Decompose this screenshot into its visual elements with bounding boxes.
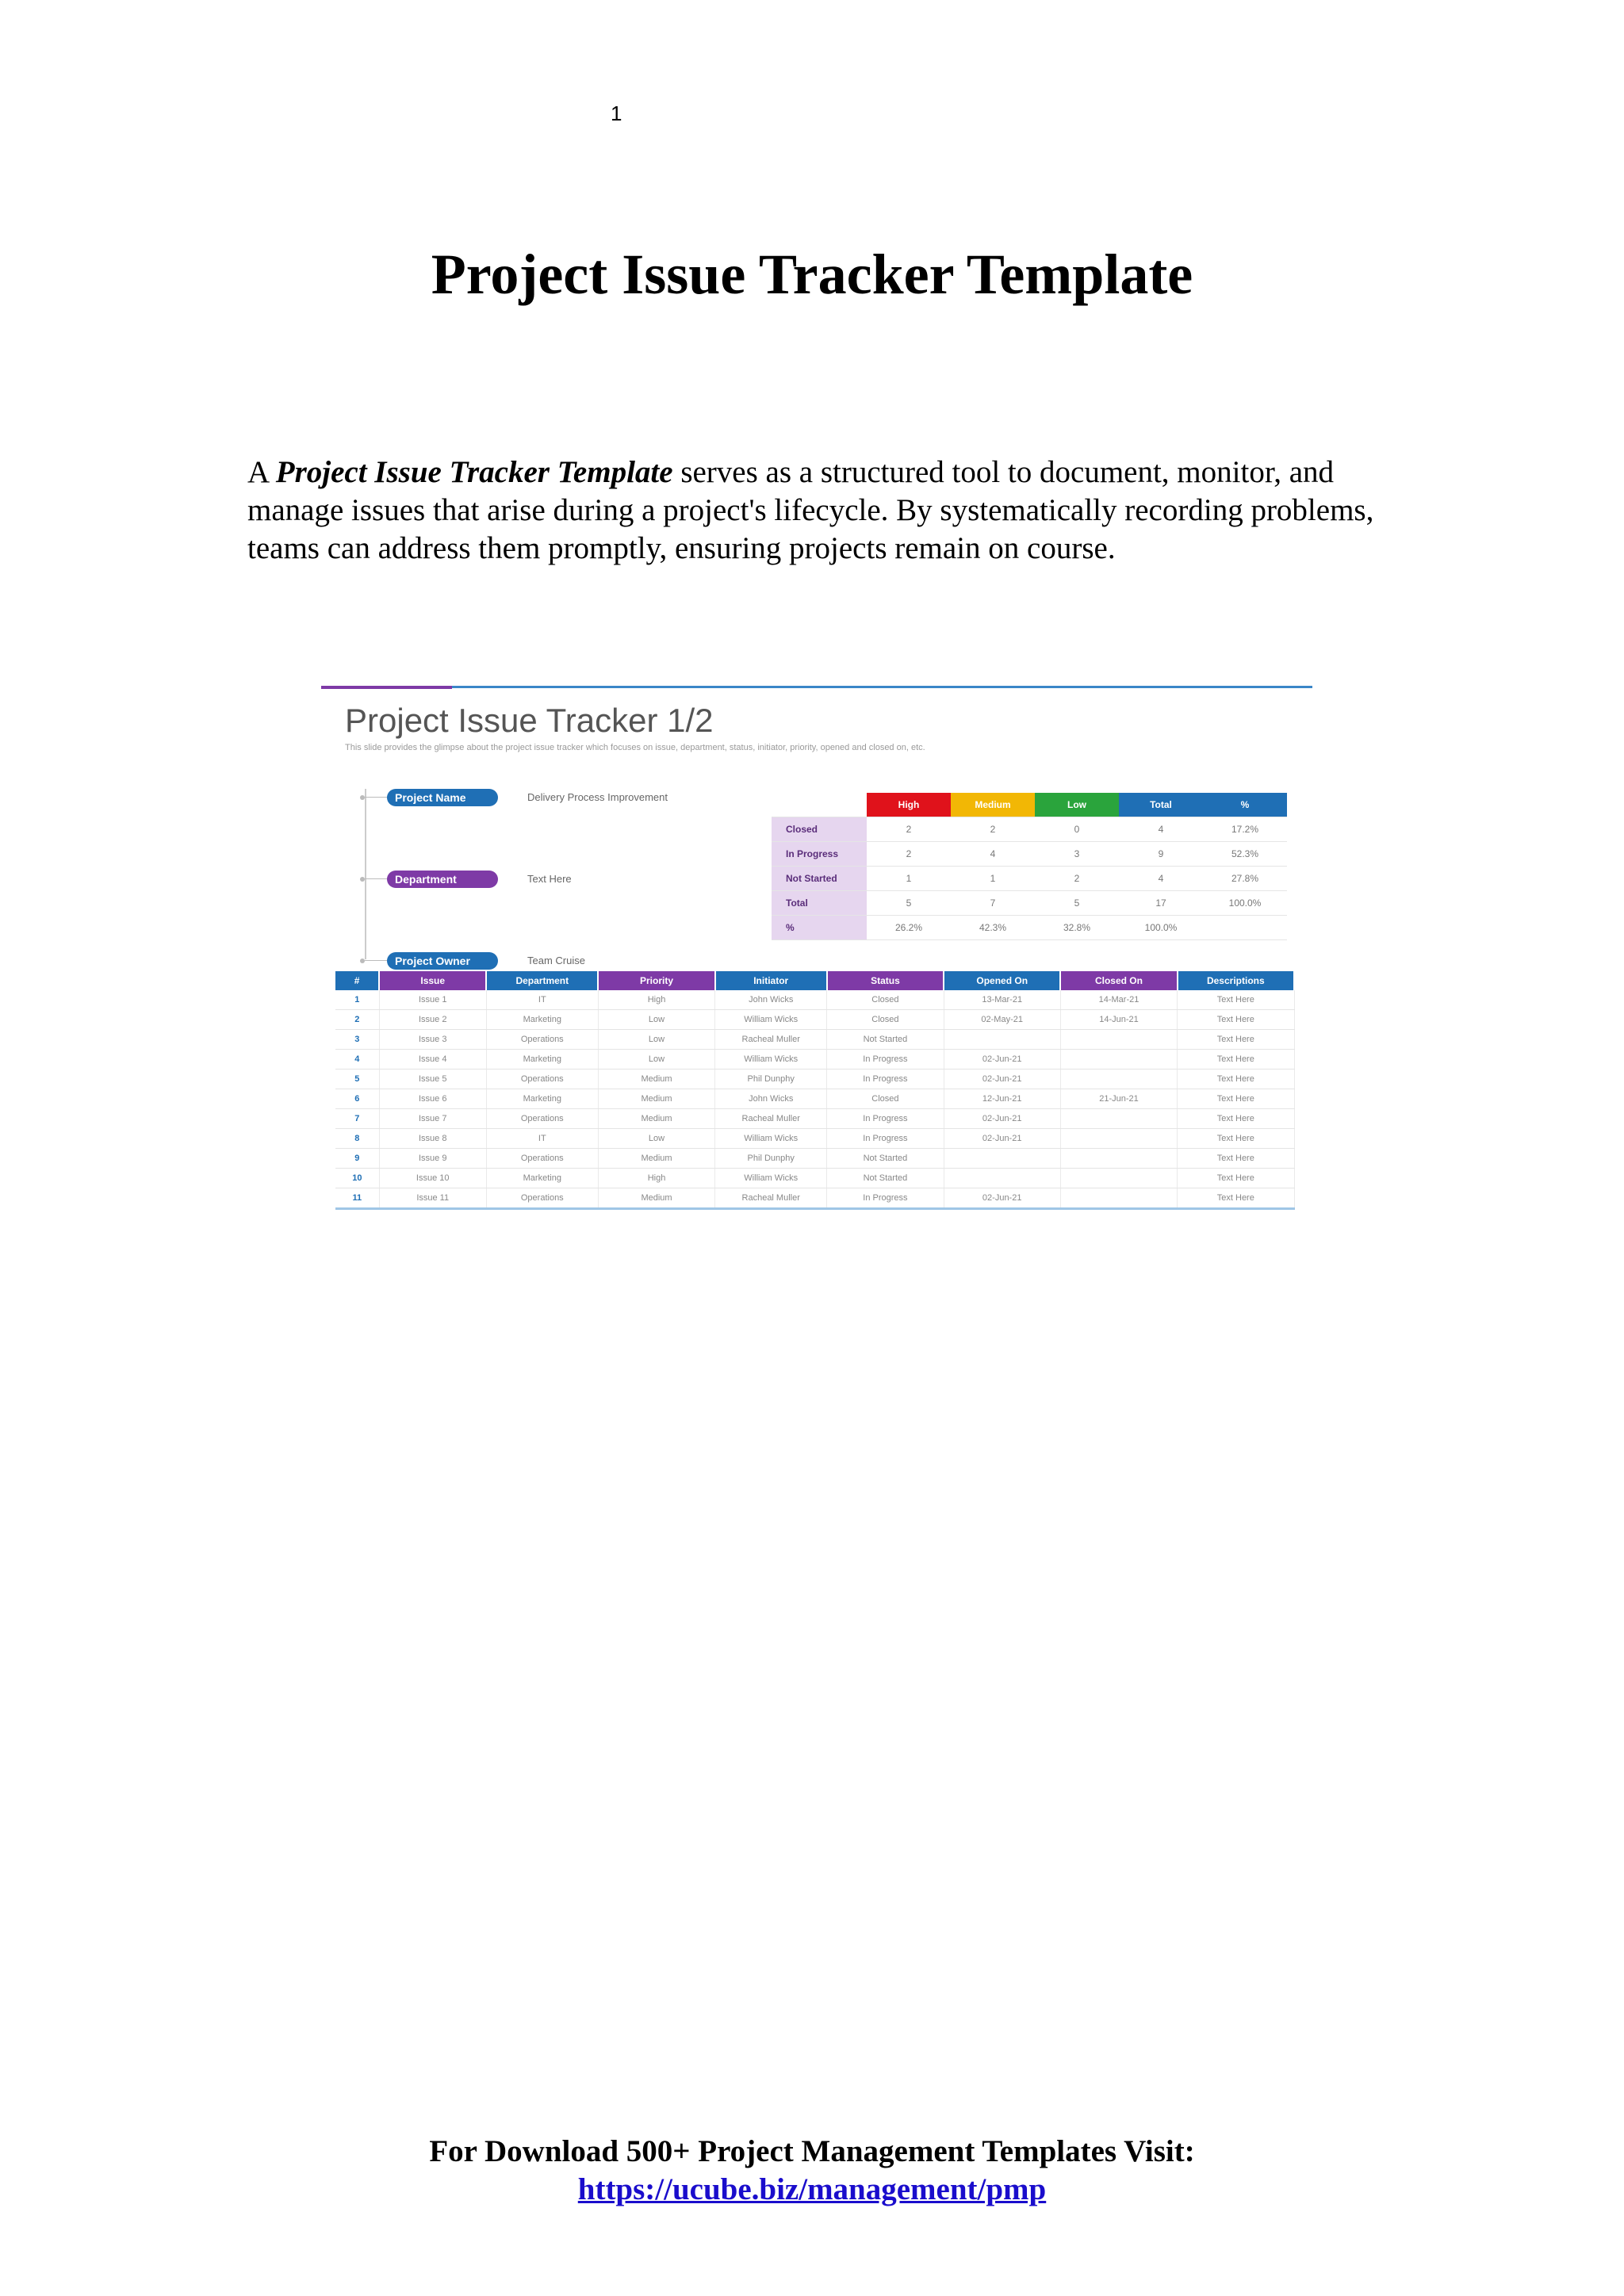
- meta-label-pill: Project Owner: [387, 952, 498, 970]
- issues-cell: Issue 1: [379, 990, 486, 1010]
- issues-cell: Medium: [598, 1089, 714, 1109]
- table-row: [335, 1188, 1294, 1209]
- issues-cell: Text Here: [1178, 1129, 1294, 1149]
- meta-dot: [360, 959, 365, 963]
- issues-header-cell: Closed On: [1060, 971, 1177, 990]
- issues-cell: Marketing: [486, 1089, 598, 1109]
- issues-cell: Marketing: [486, 1169, 598, 1188]
- footer-link[interactable]: https://ucube.biz/management/pmp: [577, 2172, 1047, 2206]
- issues-cell: Low: [598, 1010, 714, 1030]
- issues-table: [335, 971, 1295, 1210]
- issues-cell: William Wicks: [715, 1010, 827, 1030]
- meta-label-pill: Project Name: [387, 789, 498, 806]
- issues-cell: 3: [335, 1030, 379, 1050]
- issues-cell: 02-Jun-21: [944, 1050, 1060, 1070]
- issues-cell: Racheal Muller: [715, 1109, 827, 1129]
- summary-cell: 17: [1119, 891, 1203, 916]
- summary-row: [772, 867, 1287, 891]
- summary-cell: 9: [1119, 842, 1203, 867]
- issues-cell: In Progress: [827, 1050, 944, 1070]
- issues-cell: [1060, 1169, 1177, 1188]
- issues-header-cell: Department: [486, 971, 598, 990]
- table-row: [335, 1010, 1294, 1030]
- summary-cell: [1203, 916, 1287, 940]
- issues-cell: Operations: [486, 1149, 598, 1169]
- issues-cell: In Progress: [827, 1070, 944, 1089]
- issues-cell: Text Here: [1178, 1109, 1294, 1129]
- summary-header-cell: Total: [1119, 793, 1203, 817]
- issues-cell: Low: [598, 1129, 714, 1149]
- summary-row: [772, 842, 1287, 867]
- summary-cell: 5: [1035, 891, 1119, 916]
- issues-cell: William Wicks: [715, 1129, 827, 1149]
- summary-row: [772, 817, 1287, 842]
- issues-cell: 10: [335, 1169, 379, 1188]
- issues-cell: Racheal Muller: [715, 1030, 827, 1050]
- summary-cell: 100.0%: [1203, 891, 1287, 916]
- issues-cell: 6: [335, 1089, 379, 1109]
- meta-value: Text Here: [527, 873, 572, 885]
- issues-cell: Closed: [827, 1010, 944, 1030]
- slide-top-rule: [321, 686, 1312, 688]
- meta-label-pill: Department: [387, 871, 498, 888]
- issues-cell: In Progress: [827, 1109, 944, 1129]
- issues-cell: 2: [335, 1010, 379, 1030]
- summary-cell: 52.3%: [1203, 842, 1287, 867]
- footer: [0, 2133, 1624, 2209]
- issues-cell: Phil Dunphy: [715, 1070, 827, 1089]
- issues-cell: [944, 1030, 1060, 1050]
- summary-header-cell: Medium: [951, 793, 1035, 817]
- issues-cell: Text Here: [1178, 1030, 1294, 1050]
- meta-value: Team Cruise: [527, 955, 585, 966]
- table-row: [335, 1050, 1294, 1070]
- issues-cell: Medium: [598, 1109, 714, 1129]
- issues-cell: Not Started: [827, 1169, 944, 1188]
- summary-row-label: In Progress: [772, 842, 867, 867]
- issues-cell: Operations: [486, 1030, 598, 1050]
- issues-cell: 21-Jun-21: [1060, 1089, 1177, 1109]
- summary-cell: 2: [951, 817, 1035, 842]
- issues-cell: Marketing: [486, 1050, 598, 1070]
- issues-cell: Low: [598, 1050, 714, 1070]
- summary-table: [772, 793, 1287, 940]
- page-number: 1: [611, 101, 622, 125]
- issues-cell: William Wicks: [715, 1169, 827, 1188]
- issues-header-cell: Issue: [379, 971, 486, 990]
- issues-cell: 8: [335, 1129, 379, 1149]
- intro-paragraph: [247, 453, 1389, 568]
- table-row: [335, 1030, 1294, 1050]
- meta-value: Delivery Process Improvement: [527, 791, 668, 803]
- summary-cell: 2: [1035, 867, 1119, 891]
- issues-cell: IT: [486, 990, 598, 1010]
- issues-cell: [1060, 1070, 1177, 1089]
- issues-cell: 11: [335, 1188, 379, 1209]
- issues-cell: Issue 11: [379, 1188, 486, 1209]
- issues-header-cell: Initiator: [715, 971, 827, 990]
- issues-cell: In Progress: [827, 1129, 944, 1149]
- issues-cell: Issue 10: [379, 1169, 486, 1188]
- issues-cell: 02-Jun-21: [944, 1129, 1060, 1149]
- issues-cell: 5: [335, 1070, 379, 1089]
- issues-cell: High: [598, 1169, 714, 1188]
- issues-cell: Text Here: [1178, 1169, 1294, 1188]
- summary-cell: 32.8%: [1035, 916, 1119, 940]
- table-row: [335, 1149, 1294, 1169]
- issues-header-cell: Status: [827, 971, 944, 990]
- issues-cell: IT: [486, 1129, 598, 1149]
- summary-cell: 4: [951, 842, 1035, 867]
- intro-rest: serves as a structured tool to document, monitor, and manage issues that arise during a project's lifecycle. By systematically recording problems, teams can address them promptly, ensuring projects remain on course.: [247, 455, 1374, 565]
- summary-header-cell: %: [1203, 793, 1287, 817]
- issues-cell: Not Started: [827, 1030, 944, 1050]
- slide-subtitle: This slide provides the glimpse about the project issue tracker which focuses on issue, department, status, initiator, priority, opened and closed on, etc.: [345, 743, 925, 752]
- intro-emphasis: Project Issue Tracker Template: [275, 455, 673, 489]
- issues-header-cell: Descriptions: [1178, 971, 1294, 990]
- issues-cell: Text Here: [1178, 1188, 1294, 1209]
- issues-cell: Issue 8: [379, 1129, 486, 1149]
- issues-cell: Issue 6: [379, 1089, 486, 1109]
- summary-cell: 27.8%: [1203, 867, 1287, 891]
- issues-header-cell: #: [335, 971, 379, 990]
- issues-cell: Operations: [486, 1188, 598, 1209]
- table-row: [335, 1070, 1294, 1089]
- issues-cell: Issue 5: [379, 1070, 486, 1089]
- issues-cell: [1060, 1030, 1177, 1050]
- issues-cell: [1060, 1129, 1177, 1149]
- tracker-slide-image: [321, 678, 1312, 1213]
- issues-cell: 14-Jun-21: [1060, 1010, 1177, 1030]
- issues-cell: Issue 9: [379, 1149, 486, 1169]
- issues-cell: 1: [335, 990, 379, 1010]
- summary-cell: 1: [867, 867, 951, 891]
- summary-cell: 7: [951, 891, 1035, 916]
- intro-lead: A: [247, 455, 276, 489]
- issues-cell: Phil Dunphy: [715, 1149, 827, 1169]
- issues-cell: 14-Mar-21: [1060, 990, 1177, 1010]
- summary-cell: 1: [951, 867, 1035, 891]
- issues-cell: William Wicks: [715, 1050, 827, 1070]
- issues-cell: Text Here: [1178, 1070, 1294, 1089]
- issues-header-cell: Priority: [598, 971, 714, 990]
- issues-cell: Issue 7: [379, 1109, 486, 1129]
- table-row: [335, 1169, 1294, 1188]
- summary-cell: 42.3%: [951, 916, 1035, 940]
- issues-cell: 02-Jun-21: [944, 1109, 1060, 1129]
- issues-cell: [1060, 1050, 1177, 1070]
- meta-timeline: [365, 789, 366, 959]
- summary-row-label: Total: [772, 891, 867, 916]
- summary-header-cell: Low: [1035, 793, 1119, 817]
- summary-row-label: Not Started: [772, 867, 867, 891]
- issues-cell: Closed: [827, 1089, 944, 1109]
- summary-cell: 0: [1035, 817, 1119, 842]
- issues-header-cell: Opened On: [944, 971, 1060, 990]
- issues-cell: 12-Jun-21: [944, 1089, 1060, 1109]
- issues-cell: Text Here: [1178, 990, 1294, 1010]
- issues-cell: John Wicks: [715, 1089, 827, 1109]
- table-row: [335, 1089, 1294, 1109]
- summary-row-label: Closed: [772, 817, 867, 842]
- issues-cell: High: [598, 990, 714, 1010]
- issues-cell: Medium: [598, 1070, 714, 1089]
- issues-cell: [944, 1149, 1060, 1169]
- summary-corner: [772, 793, 867, 817]
- slide-title: Project Issue Tracker 1/2: [345, 702, 714, 739]
- issues-cell: Medium: [598, 1188, 714, 1209]
- issues-cell: Marketing: [486, 1010, 598, 1030]
- footer-line: For Download 500+ Project Management Templates Visit:: [429, 2134, 1195, 2168]
- issues-cell: 9: [335, 1149, 379, 1169]
- issues-cell: Operations: [486, 1109, 598, 1129]
- meta-connector: [365, 797, 387, 798]
- issues-cell: 4: [335, 1050, 379, 1070]
- summary-row-label: %: [772, 916, 867, 940]
- summary-cell: 4: [1119, 867, 1203, 891]
- issues-cell: Text Here: [1178, 1050, 1294, 1070]
- issues-cell: [1060, 1149, 1177, 1169]
- meta-dot: [360, 877, 365, 882]
- summary-header-cell: High: [867, 793, 951, 817]
- summary-cell: 4: [1119, 817, 1203, 842]
- meta-connector: [365, 878, 387, 879]
- issues-cell: 02-Jun-21: [944, 1188, 1060, 1209]
- issues-cell: [1060, 1188, 1177, 1209]
- table-row: [335, 990, 1294, 1010]
- issues-cell: Text Here: [1178, 1010, 1294, 1030]
- issues-cell: In Progress: [827, 1188, 944, 1209]
- issues-cell: Racheal Muller: [715, 1188, 827, 1209]
- issues-cell: Issue 3: [379, 1030, 486, 1050]
- issues-cell: Medium: [598, 1149, 714, 1169]
- issues-cell: 7: [335, 1109, 379, 1129]
- summary-cell: 17.2%: [1203, 817, 1287, 842]
- meta-dot: [360, 795, 365, 800]
- issues-cell: 02-May-21: [944, 1010, 1060, 1030]
- issues-cell: Operations: [486, 1070, 598, 1089]
- meta-connector: [365, 960, 387, 961]
- summary-cell: 2: [867, 817, 951, 842]
- summary-cell: 100.0%: [1119, 916, 1203, 940]
- issues-cell: 02-Jun-21: [944, 1070, 1060, 1089]
- summary-cell: 3: [1035, 842, 1119, 867]
- issues-cell: Issue 2: [379, 1010, 486, 1030]
- issues-cell: Low: [598, 1030, 714, 1050]
- summary-cell: 2: [867, 842, 951, 867]
- page-title: Project Issue Tracker Template: [431, 243, 1193, 306]
- summary-cell: 5: [867, 891, 951, 916]
- slide-top-accent: [321, 686, 452, 689]
- summary-cell: 26.2%: [867, 916, 951, 940]
- issues-cell: Text Here: [1178, 1089, 1294, 1109]
- issues-cell: Not Started: [827, 1149, 944, 1169]
- table-row: [335, 1109, 1294, 1129]
- summary-row: [772, 891, 1287, 916]
- summary-row: [772, 916, 1287, 940]
- issues-cell: Closed: [827, 990, 944, 1010]
- issues-cell: [944, 1169, 1060, 1188]
- issues-cell: Issue 4: [379, 1050, 486, 1070]
- issues-cell: John Wicks: [715, 990, 827, 1010]
- issues-cell: Text Here: [1178, 1149, 1294, 1169]
- issues-cell: [1060, 1109, 1177, 1129]
- table-row: [335, 1129, 1294, 1149]
- issues-cell: 13-Mar-21: [944, 990, 1060, 1010]
